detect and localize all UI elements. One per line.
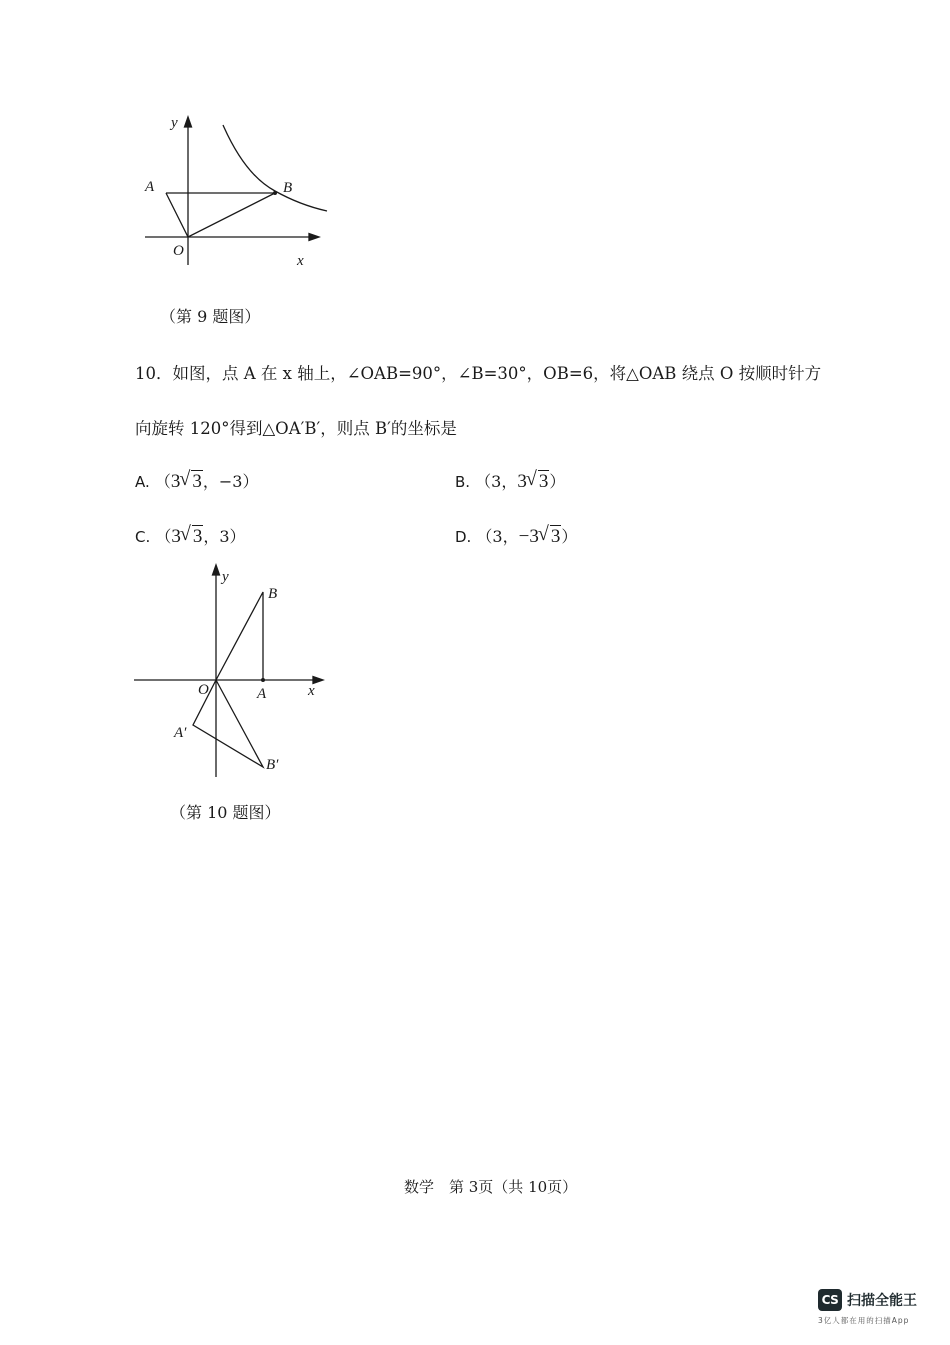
option-d-open: （3， [476, 527, 519, 546]
q10-line-1: 10．如图，点 A 在 x 轴上，∠OAB=90°，∠B=30°，OB=6，将△OAB 绕点 O 按顺时针方 [135, 364, 822, 383]
option-c-open: （ [155, 527, 172, 546]
option-d-letter: D. [455, 528, 472, 546]
fig9-label-x: x [297, 253, 304, 269]
figure-10-diagram [130, 562, 330, 782]
fig10-caption: （第 10 题图） [170, 803, 281, 822]
fig10-label-b-prime: B′ [266, 757, 279, 773]
option-c-rest: ，3） [203, 527, 246, 546]
y-axis-arrow [185, 117, 192, 127]
option-c[interactable] [135, 524, 246, 548]
scanner-watermark [818, 1289, 938, 1334]
option-a-open: （ [154, 472, 171, 491]
triangle-oab [216, 592, 263, 680]
watermark-title: 扫描全能王 [847, 1293, 917, 1309]
option-a-coef: 3 [170, 471, 181, 492]
fig9-label-o: O [173, 243, 184, 259]
fig10-label-y: y [222, 569, 229, 585]
hyperbola-curve [223, 125, 327, 211]
page-footer: 数学 第 3页（共 10页） [404, 1178, 578, 1196]
fig10-label-o: O [198, 682, 209, 698]
watermark-subtitle: 3亿人都在用的扫描App [818, 1316, 910, 1325]
option-a[interactable] [135, 469, 258, 493]
option-b-rest: ） [549, 472, 566, 491]
option-a-letter: A. [135, 473, 150, 491]
x-axis-arrow [309, 234, 319, 241]
figure-9 [135, 105, 335, 275]
figure-9-diagram [135, 105, 335, 275]
option-b[interactable] [455, 469, 565, 493]
triangle-oab [166, 193, 275, 237]
option-d[interactable] [455, 524, 577, 548]
option-b-radical: √ 3 [527, 471, 550, 493]
fig10-label-b: B [268, 586, 278, 602]
figure-10 [130, 562, 330, 782]
q10-line-2: 向旋转 120°得到△OA′B′，则点 B′的坐标是 [135, 419, 457, 438]
option-c-radical: √ 3 [181, 526, 204, 548]
option-c-letter: C. [135, 528, 151, 546]
option-c-coef: 3 [171, 526, 181, 547]
option-a-radical: √ 3 [180, 471, 203, 493]
option-b-letter: B. [455, 473, 471, 491]
fig9-label-b: B [283, 180, 293, 196]
option-b-coef: 3 [517, 471, 527, 492]
fig10-label-a: A [257, 686, 267, 702]
point-b-dot [273, 191, 277, 195]
option-d-coef: −3 [518, 526, 539, 547]
option-d-rest: ） [561, 527, 578, 546]
y-axis-arrow [213, 565, 220, 575]
option-d-radical: √ 3 [539, 526, 562, 548]
option-b-open: （3， [475, 472, 518, 491]
fig10-label-x: x [308, 683, 315, 699]
point-a-dot [261, 678, 265, 682]
option-a-rest: ，−3） [202, 472, 259, 491]
fig9-label-a: A [145, 179, 155, 195]
fig10-label-a-prime: A′ [174, 725, 187, 741]
fig9-label-y: y [171, 115, 178, 131]
fig9-caption: （第 9 题图） [160, 307, 261, 326]
cs-logo-badge: CS [818, 1289, 842, 1311]
